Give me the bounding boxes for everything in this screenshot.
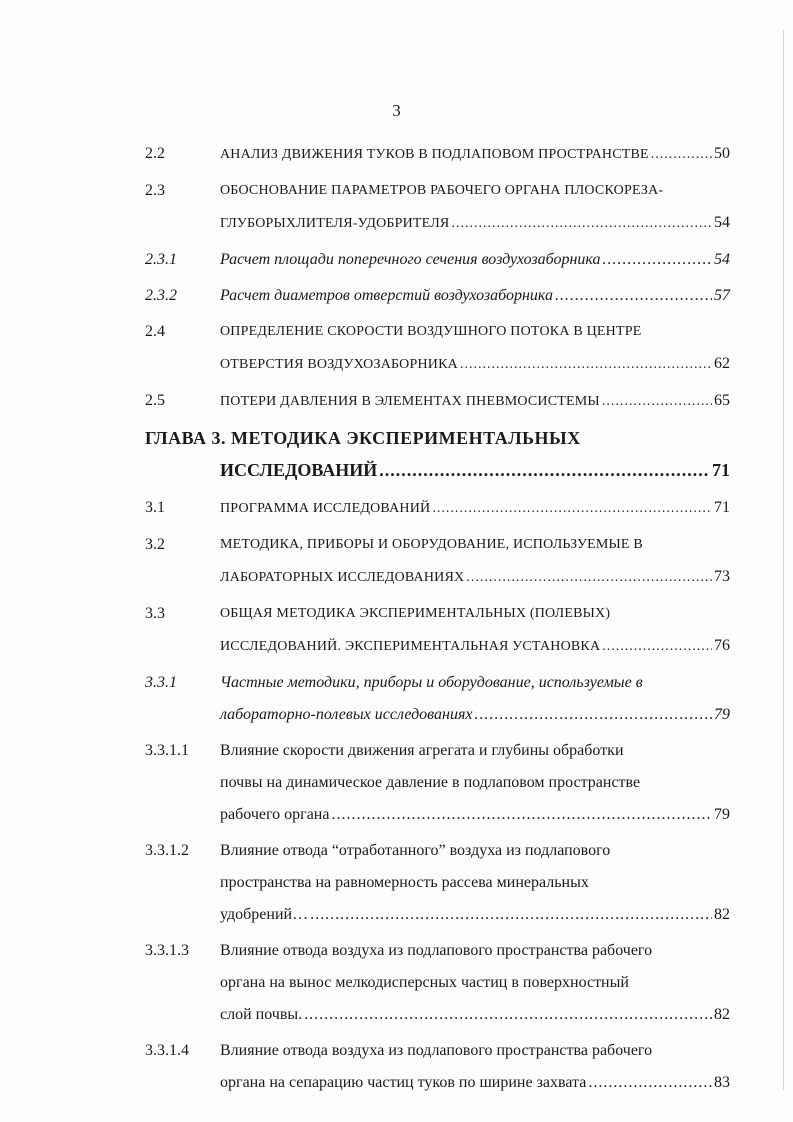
toc-entry-page: 50 <box>714 145 730 162</box>
toc-entry-title-line: ОБОСНОВАНИЕ ПАРАМЕТРОВ РАБОЧЕГО ОРГАНА ПЛОСКОРЕЗА- <box>220 183 664 198</box>
toc-entry-title: ПОТЕРИ ДАВЛЕНИЯ В ЭЛЕМЕНТАХ ПНЕВМОСИСТЕМЫ <box>220 394 600 409</box>
toc-entry-2-3-2[interactable] <box>145 280 730 312</box>
toc-entry-title-line: почвы на динамическое давление в подлаповом пространстве <box>220 774 641 791</box>
dot-leader <box>602 631 712 663</box>
toc-entry-title-line: Влияние скорости движения агрегата и глубины обработки <box>220 742 624 759</box>
toc-entry-number: 2.2 <box>145 145 165 162</box>
toc-entry-number: 2.3.2 <box>145 287 177 304</box>
toc-entry-title-line: органа на вынос мелкодисперсных частиц в поверхностный <box>220 974 629 991</box>
toc-entry-page: 79 <box>714 706 730 723</box>
toc-entry-3-3-1-4[interactable] <box>145 1035 730 1099</box>
dot-leader <box>460 349 712 381</box>
toc-entry-page: 76 <box>714 637 730 654</box>
dot-leader <box>466 562 712 594</box>
toc-entry-title-line: ОПРЕДЕЛЕНИЕ СКОРОСТИ ВОЗДУШНОГО ПОТОКА В ЦЕНТРЕ <box>220 324 642 339</box>
toc-entry-number: 2.5 <box>145 392 165 409</box>
toc-entry-page: 54 <box>714 214 730 231</box>
toc-entry-3-3-1[interactable] <box>145 667 730 731</box>
toc-entry-page: 83 <box>714 1074 730 1091</box>
toc-entry-3-2[interactable] <box>145 529 730 594</box>
dot-leader <box>651 139 712 171</box>
toc-entry-2-5[interactable] <box>145 385 730 418</box>
toc-entry-3-3-1-2[interactable] <box>145 835 730 931</box>
toc-entry-title: органа на сепарацию частиц туков по ширине захвата <box>220 1074 587 1091</box>
toc-entry-title-line: Влияние отвода воздуха из подлапового пространства рабочего <box>220 942 653 959</box>
chapter-heading-continuation: ИССЛЕДОВАНИЙ <box>220 460 378 480</box>
chapter-heading: ГЛАВА 3. МЕТОДИКА ЭКСПЕРИМЕНТАЛЬНЫХ <box>145 428 581 448</box>
toc-entry-number: 3.3.1.3 <box>145 942 189 959</box>
toc-entry-title-line: Влияние отвода воздуха из подлапового пространства рабочего <box>220 1042 653 1059</box>
toc-entry-number: 3.1 <box>145 499 165 516</box>
toc-entry-3-3-1-3[interactable] <box>145 935 730 1031</box>
toc-entry-title-line: пространства на равномерность рассева минеральных <box>220 874 589 891</box>
toc-entry-title: лабораторно-полевых исследованиях <box>220 706 473 723</box>
dot-leader <box>379 454 710 486</box>
toc-entry-number: 3.3.1.1 <box>145 742 189 759</box>
toc-entry-page: 82 <box>714 906 730 923</box>
dot-leader <box>603 244 713 276</box>
toc-entry-title: ПРОГРАММА ИССЛЕДОВАНИЙ <box>220 501 431 516</box>
toc-entry-number: 2.4 <box>145 323 165 340</box>
toc-entry-page: 71 <box>714 499 730 516</box>
toc-entry-page: 57 <box>714 287 730 304</box>
toc-entry-title: АНАЛИЗ ДВИЖЕНИЯ ТУКОВ В ПОДЛАПОВОМ ПРОСТРАНСТВЕ <box>220 147 649 162</box>
table-of-contents <box>145 138 730 1103</box>
dot-leader <box>602 386 712 418</box>
dot-leader <box>432 493 712 525</box>
toc-entry-page: 54 <box>714 251 730 268</box>
dot-leader <box>588 1067 712 1099</box>
toc-entry-number: 2.3.1 <box>145 251 177 268</box>
toc-entry-page: 62 <box>714 355 730 372</box>
toc-entry-2-2[interactable] <box>145 138 730 171</box>
toc-entry-title: слой почвы. <box>220 1006 303 1023</box>
toc-entry-number: 3.3.1 <box>145 674 177 691</box>
toc-entry-title-line: ОБЩАЯ МЕТОДИКА ЭКСПЕРИМЕНТАЛЬНЫХ (ПОЛЕВЫХ) <box>220 606 611 621</box>
toc-entry-title: Расчет площади поперечного сечения воздухозаборника <box>220 251 601 268</box>
toc-entry-title: ОТВЕРСТИЯ ВОЗДУХОЗАБОРНИКА <box>220 357 458 372</box>
toc-chapter-3[interactable] <box>145 422 730 486</box>
toc-entry-title: ЛАБОРАТОРНЫХ ИССЛЕДОВАНИЯХ <box>220 570 465 585</box>
toc-entry-title-line: Частные методики, приборы и оборудование, используемые в <box>220 674 643 691</box>
toc-entry-3-3-1-1[interactable] <box>145 735 730 831</box>
toc-entry-title: ГЛУБОРЫХЛИТЕЛЯ-УДОБРИТЕЛЯ <box>220 216 450 231</box>
dot-leader <box>310 899 712 931</box>
scan-edge-line <box>783 30 784 1090</box>
toc-entry-number: 2.3 <box>145 182 165 199</box>
toc-entry-3-3[interactable] <box>145 598 730 663</box>
toc-entry-3-1[interactable] <box>145 492 730 525</box>
toc-entry-2-3-1[interactable] <box>145 244 730 276</box>
toc-entry-title: рабочего органа <box>220 806 330 823</box>
toc-entry-2-4[interactable] <box>145 316 730 381</box>
toc-entry-page: 82 <box>714 1006 730 1023</box>
toc-entry-number: 3.3.1.4 <box>145 1042 189 1059</box>
dot-leader <box>451 208 712 240</box>
toc-entry-number: 3.2 <box>145 536 165 553</box>
toc-entry-page: 79 <box>714 806 730 823</box>
toc-entry-title: Расчет диаметров отверстий воздухозаборника <box>220 287 554 304</box>
toc-entry-page: 65 <box>714 392 730 409</box>
toc-entry-number: 3.3.1.2 <box>145 842 189 859</box>
page-number: 3 <box>392 101 401 120</box>
toc-entry-title-line: МЕТОДИКА, ПРИБОРЫ И ОБОРУДОВАНИЕ, ИСПОЛЬЗУЕМЫЕ В <box>220 537 643 552</box>
toc-entry-page: 73 <box>714 568 730 585</box>
dot-leader <box>555 280 712 312</box>
chapter-page: 71 <box>712 460 730 480</box>
toc-entry-title: ИССЛЕДОВАНИЙ. ЭКСПЕРИМЕНТАЛЬНАЯ УСТАНОВКА <box>220 639 601 654</box>
dot-leader <box>474 699 712 731</box>
toc-entry-title: удобрений… <box>220 906 309 923</box>
dot-leader <box>331 799 712 831</box>
toc-entry-title-line: Влияние отвода “отработанного” воздуха из подлапового <box>220 842 611 859</box>
toc-entry-2-3[interactable] <box>145 175 730 240</box>
toc-entry-number: 3.3 <box>145 605 165 622</box>
dot-leader <box>304 999 712 1031</box>
